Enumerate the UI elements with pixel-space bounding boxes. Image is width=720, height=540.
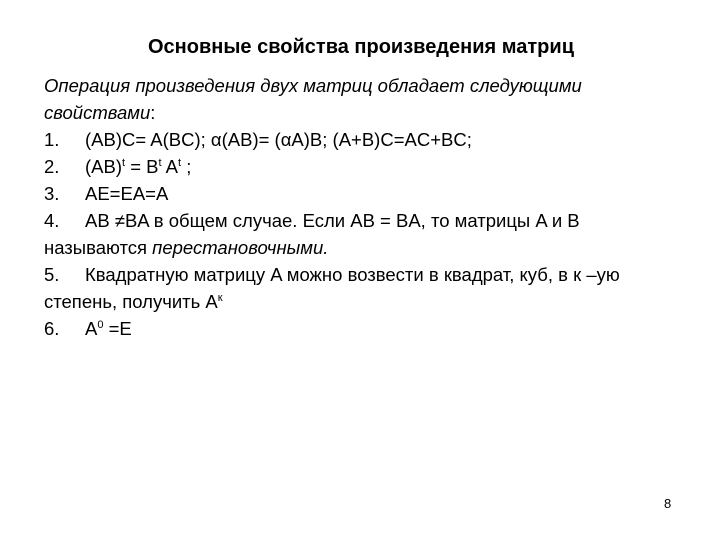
item-text-post: =E: [103, 318, 132, 339]
item-text-pre: A: [85, 318, 98, 339]
superscript-t: t: [158, 157, 162, 169]
superscript-k: к: [217, 292, 223, 304]
superscript-zero: 0: [97, 319, 104, 331]
item-text-pre: степень, получить A: [44, 291, 218, 312]
item-number: 1.: [44, 129, 60, 150]
property-item-1: [44, 126, 704, 153]
item-text: Квадратную матрицу A можно возвести в квадрат, куб, в к –ую: [85, 264, 620, 285]
intro-line-2: [44, 99, 704, 126]
item-number: 6.: [44, 318, 60, 339]
page-number: 8: [664, 496, 672, 511]
slide-body: [44, 72, 704, 342]
intro-line-2-text: свойствами: [44, 102, 151, 123]
item-text-mid2: A: [161, 156, 179, 177]
item-text: (AB)C= A(BC); α(AB)= (αA)B; (A+B)C=AC+BC;: [85, 129, 472, 150]
property-item-2: [44, 153, 704, 180]
item-text-plain: называются: [44, 237, 153, 258]
property-item-5-continued: [44, 288, 704, 315]
item-number: 5.: [44, 264, 60, 285]
item-text-pre: (AB): [85, 156, 122, 177]
item-number: 2.: [44, 156, 60, 177]
item-number: 3.: [44, 183, 60, 204]
item-text: AB ≠BA в общем случае. Если AB = BA, то матрицы A и B: [85, 210, 580, 231]
item-text-italic: перестановочными.: [152, 237, 329, 258]
item-text-mid: = B: [125, 156, 159, 177]
property-item-4-continued: [44, 234, 704, 261]
property-item-3: [44, 180, 704, 207]
intro-colon: :: [150, 102, 156, 123]
item-number: 4.: [44, 210, 60, 231]
property-item-5: [44, 261, 704, 288]
slide-title: Основные свойства произведения матриц: [148, 36, 574, 58]
item-text-post: ;: [181, 156, 192, 177]
superscript-t: t: [178, 157, 182, 169]
superscript-t: t: [122, 157, 126, 169]
intro-line-1: Операция произведения двух матриц обладает следующими: [44, 75, 582, 96]
item-text: AE=EA=A: [85, 183, 169, 204]
property-item-6: [44, 315, 704, 342]
property-item-4: [44, 207, 704, 234]
